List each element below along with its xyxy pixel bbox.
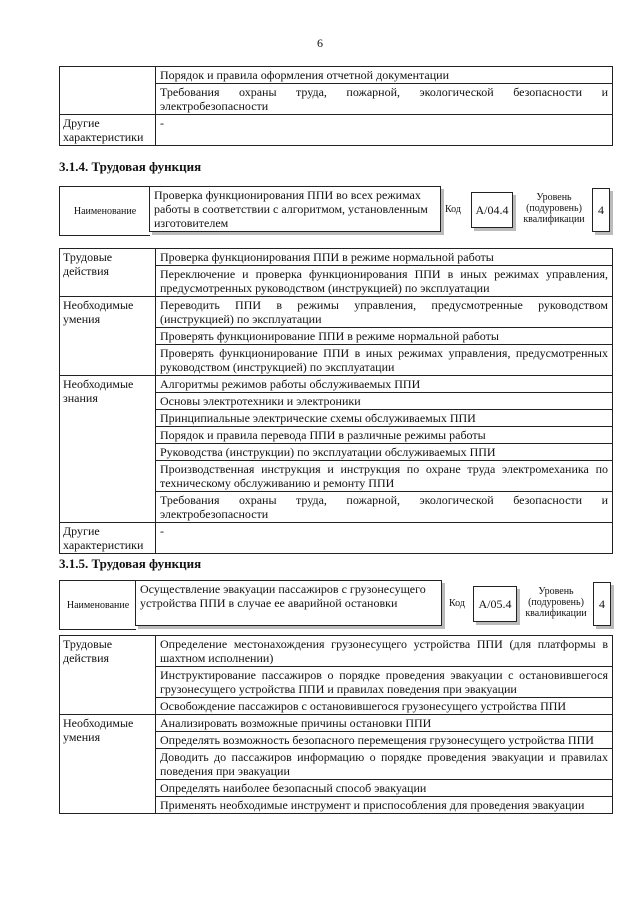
list-item: Руководства (инструкции) по эксплуатации обслуживаемых ППИ [156, 444, 613, 461]
name-label: Наименование [59, 186, 150, 236]
list-item: Применять необходимые инструмент и приспособления для проведения эвакуации [156, 797, 613, 814]
list-item: Переводить ППИ в режимы управления, предусмотренные руководством (инструкцией) по эксплуатации [156, 297, 613, 328]
row-label: Необходимые знания [60, 376, 156, 523]
code-value: А/04.4 [471, 192, 513, 228]
table-row [60, 249, 613, 266]
table-row [60, 297, 613, 328]
list-item: Порядок и правила перевода ППИ в различные режимы работы [156, 427, 613, 444]
level-value: 4 [592, 188, 610, 232]
table-row [60, 376, 613, 393]
level-label: Уровень (подуровень) квалификации [523, 192, 585, 225]
name-value: Осуществление эвакуации пассажиров с грузонесущего устройства ППИ в случае ее аварийной остановки [135, 580, 442, 626]
list-item: Проверка функционирования ППИ в режиме нормальной работы [156, 249, 613, 266]
list-item: Определять наиболее безопасный способ эвакуации [156, 780, 613, 797]
code-label: Код [445, 204, 461, 215]
list-item: Переключение и проверка функционирования ППИ в иных режимах управления, предусмотренных руководством (инструкцией) по эксплуатации [156, 266, 613, 297]
row-label: Трудовые действия [60, 249, 156, 297]
list-item: Определять возможность безопасного перемещения грузонесущего устройства ППИ [156, 732, 613, 749]
code-value: А/05.4 [473, 586, 517, 622]
row-label: Трудовые действия [60, 636, 156, 715]
row-label: Необходимые умения [60, 297, 156, 376]
list-item: Проверять функционирование ППИ в режиме нормальной работы [156, 328, 613, 345]
section-title: 3.1.5. Трудовая функция [59, 556, 202, 571]
section-315-table [59, 635, 613, 814]
table-row [60, 67, 613, 84]
name-label: Наименование [59, 580, 136, 630]
list-item: Освобождение пассажиров с остановившегося грузонесущего устройства ППИ [156, 698, 613, 715]
function-header [59, 186, 612, 234]
list-item: - [156, 115, 613, 146]
list-item: Производственная инструкция и инструкция по охране труда электромеханика по техническому обслуживанию и ремонту ППИ [156, 461, 613, 492]
list-item: Основы электротехники и электроники [156, 393, 613, 410]
table-row [60, 636, 613, 667]
row-label: Другие характеристики [60, 115, 156, 146]
list-item: Проверять функционирование ППИ в иных режимах управления, предусмотренных руководством (инструкцией) по эксплуатации [156, 345, 613, 376]
function-header [59, 580, 612, 628]
row-label: Необходимые умения [60, 715, 156, 814]
section-title: 3.1.4. Трудовая функция [59, 159, 202, 174]
table-row [60, 115, 613, 146]
page-number: 6 [317, 36, 323, 50]
list-item: Требования охраны труда, пожарной, экологической безопасности и электробезопасности [156, 84, 613, 115]
list-item: Порядок и правила оформления отчетной документации [156, 67, 613, 84]
list-item: Алгоритмы режимов работы обслуживаемых ППИ [156, 376, 613, 393]
list-item: Определение местонахождения грузонесущего устройства ППИ (для платформы в шахтном исполнении) [156, 636, 613, 667]
list-item: Требования охраны труда, пожарной, экологической безопасности и электробезопасности [156, 492, 613, 523]
level-label: Уровень (подуровень) квалификации [525, 586, 587, 619]
table-row [60, 715, 613, 732]
name-value: Проверка функционирования ППИ во всех режимах работы в соответствии с алгоритмом, установленным изготовителем [149, 186, 441, 232]
table-row [60, 523, 613, 554]
list-item: Принципиальные электрические схемы обслуживаемых ППИ [156, 410, 613, 427]
section-314-table [59, 248, 613, 554]
list-item: Доводить до пассажиров информацию о порядке проведения эвакуации и правилах поведения при эвакуации [156, 749, 613, 780]
row-label: Другие характеристики [60, 523, 156, 554]
list-item: Анализировать возможные причины остановки ППИ [156, 715, 613, 732]
list-item: Инструктирование пассажиров о порядке проведения эвакуации с остановившегося грузонесущего устройства ППИ и правилах поведения при эвакуации [156, 667, 613, 698]
level-value: 4 [593, 582, 611, 626]
list-item: - [156, 523, 613, 554]
code-label: Код [449, 598, 465, 609]
prev-section-table [59, 66, 613, 146]
